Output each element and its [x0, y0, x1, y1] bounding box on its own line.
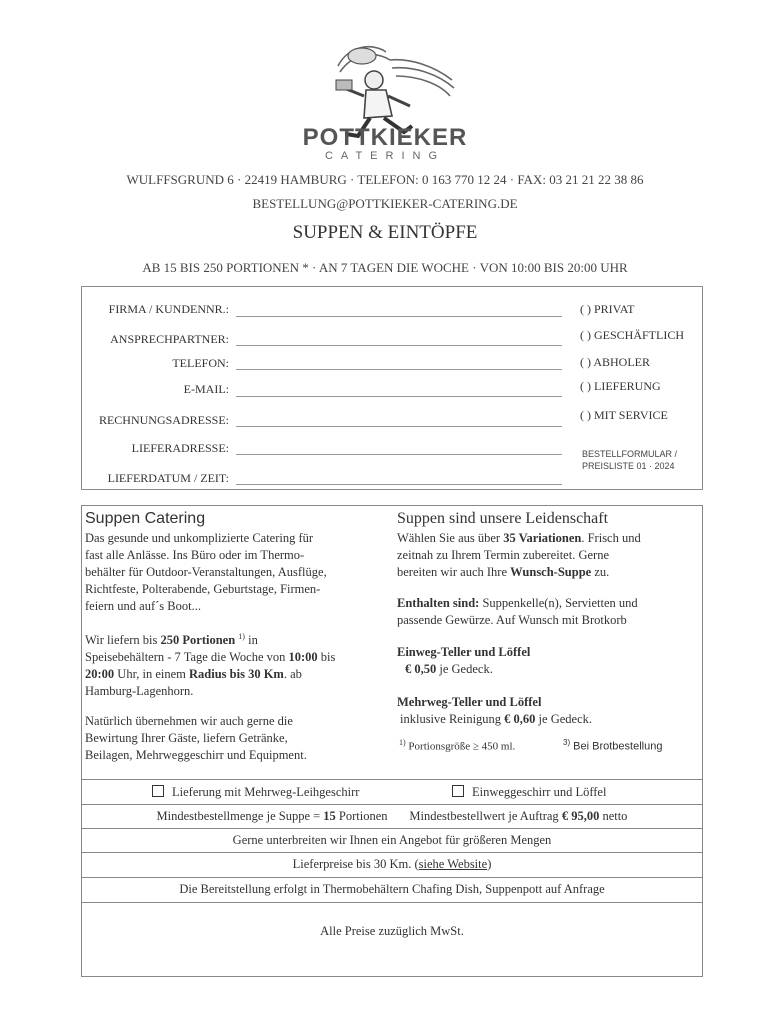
- text: Portionen: [335, 809, 388, 823]
- checkbox-box[interactable]: [152, 785, 164, 797]
- text: Hamburg-Lagenhorn.: [85, 684, 194, 699]
- left-p1-line: behälter für Outdoor-Veranstaltungen, Ausflüge,: [85, 565, 327, 579]
- form-version-note: [582, 448, 677, 472]
- telefon-label: TELEFON:: [172, 356, 229, 370]
- option-geschaeftlich[interactable]: ( ) GESCHÄFTLICH: [580, 328, 684, 342]
- left-service-paragraph: [85, 713, 390, 764]
- form-note-line2: PREISLISTE 01 · 2024: [582, 461, 675, 471]
- minimum-order-row: [81, 809, 703, 824]
- lieferdatum-label: LIEFERDATUM / ZEIT:: [107, 471, 229, 485]
- delivery-price-row: [81, 857, 703, 872]
- einweg-title: Einweg-Teller und Löffel: [397, 645, 531, 659]
- lieferadresse-label: LIEFERADRESSE:: [131, 441, 229, 455]
- footnote-marker: 3): [563, 738, 571, 747]
- left-p3-line: Bewirtung Ihrer Gäste, liefern Getränke,: [85, 731, 288, 745]
- text: . Frisch und: [581, 531, 641, 545]
- footnote-marker: 1): [399, 738, 406, 747]
- text: Speisebehältern - 7 Tage die Woche von: [85, 650, 289, 665]
- left-p3-line: Natürlich übernehmen wir auch gerne die: [85, 714, 293, 728]
- checkbox-box[interactable]: [452, 785, 464, 797]
- lieferadresse-field[interactable]: [236, 454, 562, 455]
- min-value: € 95,00: [561, 809, 600, 823]
- rechnungsadresse-label: RECHNUNGSADRESSE:: [98, 413, 229, 427]
- text: passende Gewürze. Auf Wunsch mit Brotkorb: [397, 613, 627, 627]
- text: Wählen Sie aus über: [397, 531, 504, 545]
- text: . ab: [283, 667, 302, 682]
- text: in: [244, 633, 258, 648]
- left-p1-line: feiern und auf´s Boot...: [85, 599, 201, 613]
- offer-row: Gerne unterbreiten wir Ihnen ein Angebot für größeren Mengen: [232, 833, 552, 847]
- brand-subtitle: CATERING: [324, 150, 446, 162]
- text: je Gedeck.: [535, 712, 592, 726]
- ansprechpartner-label: ANSPRECHPARTNER:: [110, 332, 229, 346]
- included-label: Enthalten sind:: [397, 596, 480, 610]
- provision-row: Die Bereitstellung erfolgt in Thermobehältern Chafing Dish, Suppenpott auf Anfrage: [179, 882, 605, 896]
- checkbox-label: Lieferung mit Mehrweg-Leihgeschirr: [172, 785, 360, 799]
- portions-line: AB 15 BIS 250 PORTIONEN * · AN 7 TAGEN DIE WOCHE · VON 10:00 BIS 20:00 UHR: [142, 260, 628, 275]
- mehrweg-block: [397, 694, 699, 728]
- left-intro-paragraph: [85, 530, 390, 615]
- email-line: BESTELLUNG@POTTKIEKER-CATERING.DE: [252, 196, 518, 211]
- right-heading: Suppen sind unsere Leidenschaft: [397, 510, 609, 527]
- wish-soup-highlight: Wunsch-Suppe: [510, 565, 592, 579]
- checkbox-label: Einweggeschirr und Löffel: [472, 785, 607, 799]
- text: Wir liefern bis: [85, 633, 161, 648]
- time-end: 20:00: [85, 667, 115, 682]
- text: bereiten wir auch Ihre: [397, 565, 511, 579]
- text: zeitnah zu Ihrem Termin zubereitet. Gerne: [397, 548, 609, 562]
- email-field[interactable]: [236, 396, 562, 397]
- option-mit-service[interactable]: ( ) MIT SERVICE: [580, 408, 668, 422]
- text: Mindestbestellwert je Auftrag: [409, 809, 562, 823]
- firma-label: FIRMA / KUNDENNR.:: [108, 302, 229, 316]
- brand-name: POTTKIEKER: [302, 124, 468, 151]
- left-p1-line: fast alle Anlässe. Ins Büro oder im Thermo-: [85, 548, 305, 562]
- footnote-1: [399, 738, 515, 753]
- left-p1-line: Das gesunde und unkomplizierte Catering für: [85, 531, 314, 545]
- divider: [81, 804, 703, 805]
- text: netto: [599, 809, 628, 823]
- divider: [81, 852, 703, 853]
- page-title: SUPPEN & EINTÖPFE: [292, 222, 478, 243]
- address-line: WULFFSGRUND 6 · 22419 HAMBURG · TELEFON: 0 163 770 12 24 · FAX: 03 21 21 22 38 86: [126, 172, 644, 187]
- divider: [81, 902, 703, 903]
- telefon-field[interactable]: [236, 369, 562, 370]
- right-included-paragraph: [397, 595, 699, 629]
- radius-highlight: Radius bis 30 Km: [189, 667, 284, 682]
- right-variations-paragraph: [397, 530, 699, 581]
- text: Suppenkelle(n), Servietten und: [479, 596, 638, 610]
- lieferdatum-field[interactable]: [236, 484, 562, 485]
- text: Portionsgröße ≥ 450 ml.: [405, 740, 516, 753]
- tax-note: Alle Preise zuzüglich MwSt.: [320, 924, 464, 938]
- left-heading: Suppen Catering: [85, 510, 206, 527]
- divider: [81, 779, 703, 780]
- form-note-line1: BESTELLFORMULAR /: [582, 449, 678, 459]
- left-delivery-paragraph: [85, 628, 395, 700]
- text: Uhr, in einem: [114, 667, 190, 682]
- option-lieferung[interactable]: ( ) LIEFERUNG: [580, 379, 661, 393]
- footnote-3: [563, 738, 662, 753]
- mehrweg-price: € 0,60: [504, 712, 536, 726]
- einweg-price: € 0,50: [405, 662, 437, 676]
- mehrweg-title: Mehrweg-Teller und Löffel: [397, 695, 542, 709]
- firma-field[interactable]: [236, 316, 562, 317]
- option-privat[interactable]: ( ) PRIVAT: [580, 302, 635, 316]
- min-quantity: 15: [323, 809, 336, 823]
- rechnungsadresse-field[interactable]: [236, 426, 562, 427]
- website-link[interactable]: siehe Website: [418, 857, 488, 871]
- divider: [81, 877, 703, 878]
- variations-highlight: 35 Variationen: [503, 531, 582, 545]
- text: je Gedeck.: [436, 662, 493, 676]
- checkbox-einweg[interactable]: [452, 785, 606, 800]
- option-abholer[interactable]: ( ) ABHOLER: [580, 355, 650, 369]
- left-p3-line: Beilagen, Mehrweggeschirr und Equipment.: [85, 748, 307, 762]
- time-start: 10:00: [288, 650, 318, 665]
- text: inklusive Reinigung: [400, 712, 505, 726]
- portions-highlight: 250 Portionen: [160, 633, 236, 648]
- text: ): [487, 857, 492, 871]
- text: zu.: [591, 565, 610, 579]
- text: bis: [317, 650, 336, 665]
- text: Mindestbestellmenge je Suppe =: [156, 809, 324, 823]
- checkbox-mehrweg[interactable]: [152, 785, 359, 800]
- text: Bei Brotbestellung: [570, 740, 663, 753]
- email-label: E-MAIL:: [183, 382, 229, 396]
- footnote-marker: 1): [238, 632, 245, 641]
- ansprechpartner-field[interactable]: [236, 345, 562, 346]
- text: Lieferpreise bis 30 Km. (: [292, 857, 419, 871]
- einweg-block: [397, 644, 699, 678]
- left-p1-line: Richtfeste, Polterabende, Geburtstage, Firmen-: [85, 582, 321, 596]
- divider: [81, 828, 703, 829]
